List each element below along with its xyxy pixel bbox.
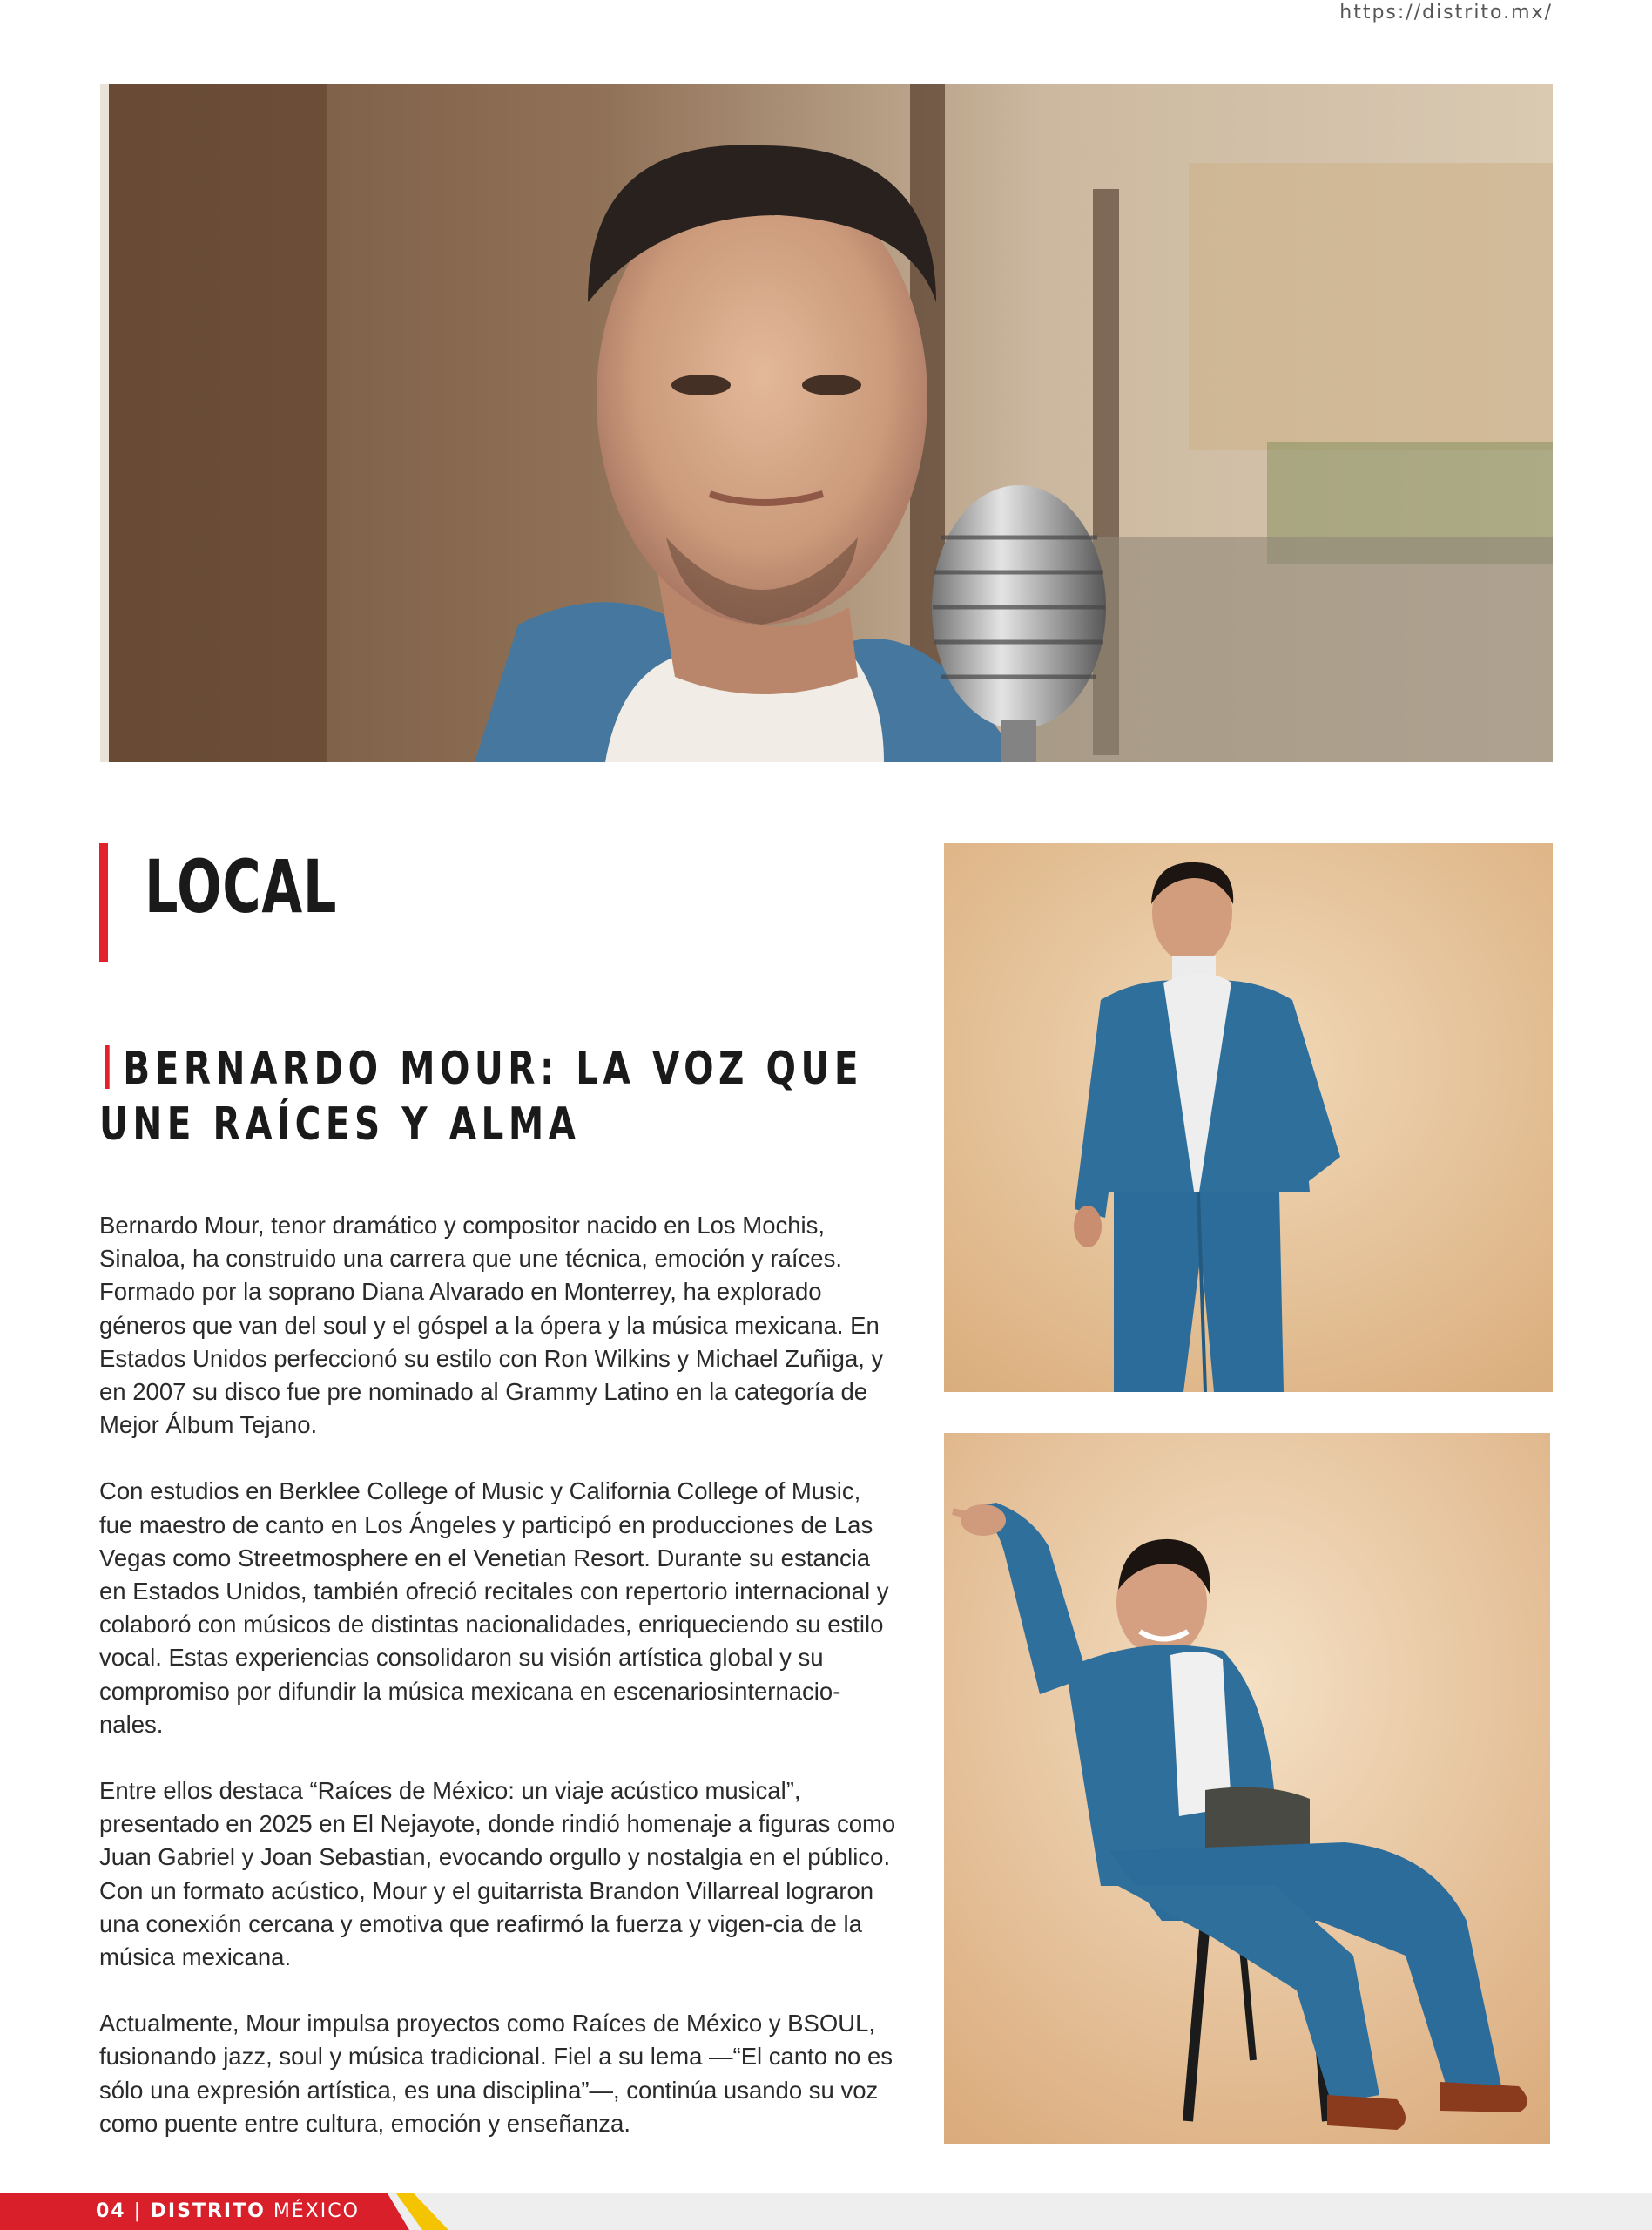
section-label: LOCAL <box>145 844 338 929</box>
article-paragraph-1: Bernardo Mour, tenor dramático y compositor nacido en Los Mochis, Sinaloa, ha construido una carrera que une técnica, emoción y raíces. Formado por la soprano Diana Alvarado en Monterrey, ha explorado géneros que van del soul y el góspel a la ópera y la música mexicana. En Estados Unidos perfeccionó su estilo con Ron Wilkins y Michael Zuñiga, y en 2007 su disco fue pre nominado al Grammy Latino en la categoría de Mejor Álbum Tejano. <box>99 1212 884 1439</box>
page-number: 04 <box>96 2200 126 2222</box>
headline-text: BERNARDO MOUR: LA VOZ QUE UNE RAÍCES Y ALMA <box>99 1043 864 1151</box>
article-paragraph-3: Entre ellos destaca “Raíces de México: un viaje acústico musical”, presentado en 2025 en El Nejayote, donde rindió homenaje a figuras como Juan Gabriel y Joan Sebastian, evocando orgullo y nostalgia en el público. Con un formato acústico, Mour y el guitarrista Brandon Villarreal lograron una conexión cercana y emotiva que reafirmó la fuerza y vigen-cia de la música mexicana. <box>99 1777 896 1971</box>
article-headline <box>99 1041 914 1152</box>
photo-standing-blue-suit <box>944 843 1553 1392</box>
brand-name: DISTRITO <box>150 2200 266 2222</box>
footer-label <box>96 2200 360 2222</box>
section-accent-bar <box>99 843 108 962</box>
site-url[interactable]: https://distrito.mx/ <box>1339 2 1553 24</box>
article-paragraph-2: Con estudios en Berklee College of Music y California College of Music, fue maestro de canto en Los Ángeles y participó en producciones de Las Vegas como Streetmosphere en el Venetian Resort. Durante su estancia en Estados Unidos, también ofreció recitales con repertorio internacional y colaboró con músicos de distintas nacionalidades, enriqueciendo su estilo vocal. Estas experiencias consolidaron su visión artística global y su compromiso por difundir la música mexicana en escenariosinternacio-nales. <box>99 1477 889 1738</box>
photo-seated-pointing <box>944 1433 1550 2144</box>
article-body <box>99 1209 900 2173</box>
footer-separator: | <box>133 2200 143 2222</box>
hero-photo-singer-microphone <box>100 84 1553 762</box>
brand-country: MÉXICO <box>273 2200 360 2222</box>
headline-accent-bar <box>105 1045 109 1089</box>
article-paragraph-4: Actualmente, Mour impulsa proyectos como Raíces de México y BSOUL, fusionando jazz, soul y música tradicional. Fiel a su lema —“El canto no es sólo una expresión artística, es una disciplina”—, continúa usando su voz como puente entre cultura, emoción y enseñanza. <box>99 2010 893 2137</box>
page-footer <box>0 2193 1652 2230</box>
hero-photo-edge <box>100 84 109 762</box>
article-headline-block <box>99 1041 900 1152</box>
